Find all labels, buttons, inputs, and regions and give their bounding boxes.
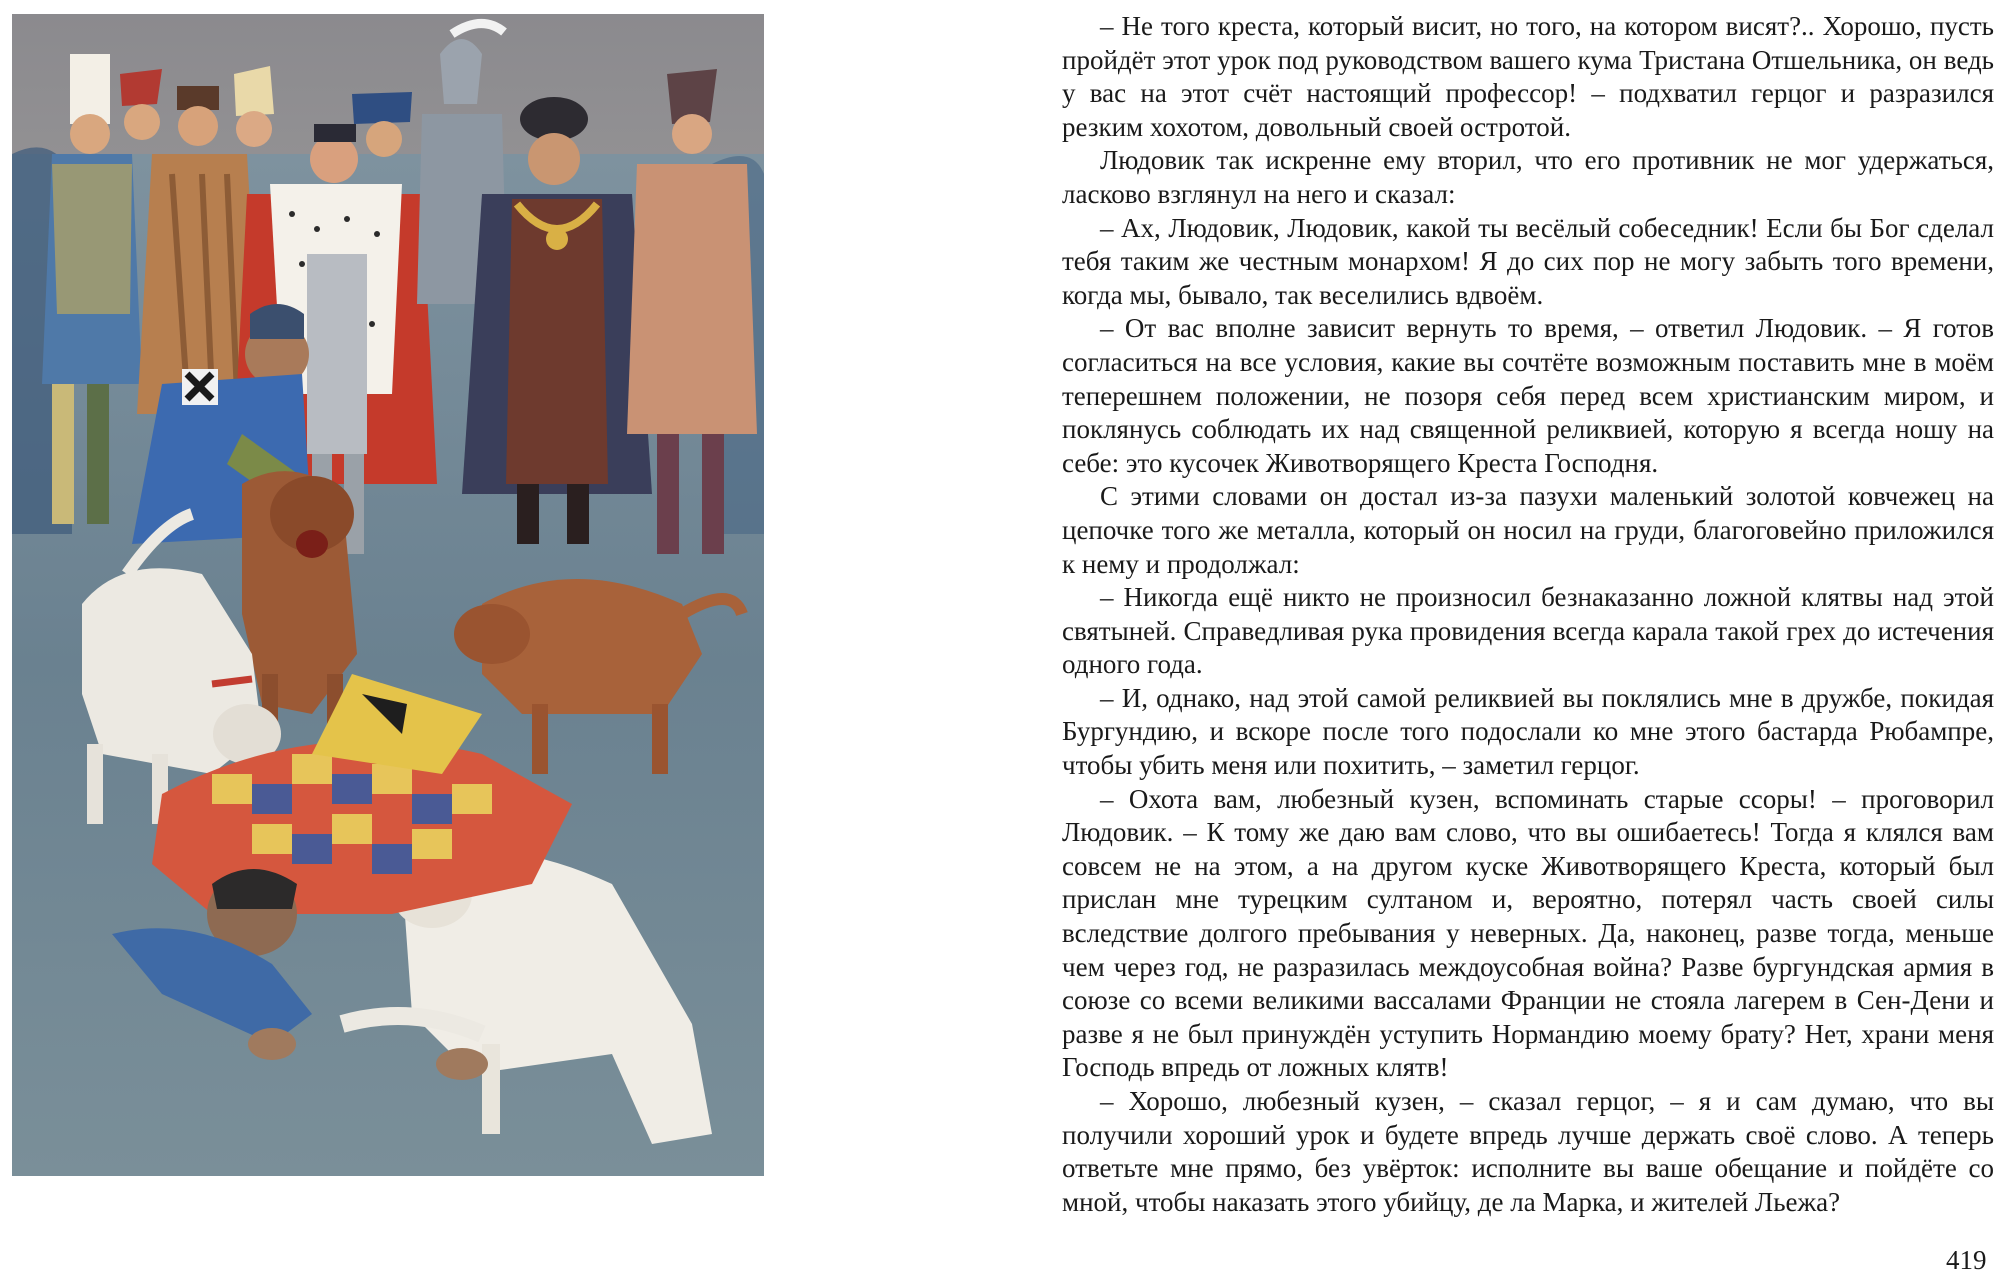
paragraph: С этими словами он достал из-за пазухи маленький золотой ковчежец на цепочке того же металла, который он носил на груди, благоговейно приложился к нему и продолжал: [1062,481,1994,579]
paragraph: – От вас вполне зависит вернуть то время, – ответил Людовик. – Я готов согласиться на все условия, какие вы сочтёте возможным поставить мне в моём теперешнем положении, не позоря себя перед всем христианским миром, и поклянусь соблюдать их над священной реликвией, которую я всегда ношу на себе: это кусочек Животворящего Креста Господня. [1062,313,1994,478]
paragraph: – Охота вам, любезный кузен, вспоминать старые ссоры! – проговорил Людовик. – К тому же даю вам слово, что вы ошибаетесь! Тогда я клялся вам совсем не на этом, а на другом куске Животворящего Креста, который был прислан мне турецким султаном и, вероятно, потерял часть своей силы вследствие долгого пребывания у неверных. Да, наконец, разве тогда, меньше чем через год, не разразилась междоусобная война? Разве бургундская армия в союзе со всеми великими вассалами Франции не стояла лагерем в Сен-Дени и разве я не был принуждён уступить Нормандию моему брату? Нет, храни меня Господь впредь от ложных клятв! [1062,783,1994,1083]
page-number: 419 [1946,1245,1987,1275]
paragraph: – Хорошо, любезный кузен, – сказал герцог, – я и сам думаю, что вы получили хороший урок и будете впредь лучше держать своё слово. А теперь ответьте мне прямо, без увёрток: исполните вы ваше обещание и пойдёте со мной, чтобы наказать этого убийцу, де ла Марка, и жителей Льежа? [1062,1086,1994,1217]
illustration-artwork [12,14,764,1176]
illustration [12,14,764,1176]
paragraph: – Ах, Людовик, Людовик, какой ты весёлый собеседник! Если бы Бог сделал тебя таким же честным монархом! Я до сих пор не могу забыть того времени, когда мы, бывало, так веселились вдвоём. [1062,212,1994,310]
text-column [1062,10,1994,1219]
paragraph: – Не того креста, который висит, но того, на котором висят?.. Хорошо, пусть пройдёт этот урок под руководством вашего кума Тристана Отшельника, он ведь у вас на этот счёт настоящий профессор! – подхватил герцог и разразился резким хохотом, довольный своей остротой. [1062,11,1994,142]
paragraph: – И, однако, над этой самой реликвией вы поклялись мне в дружбе, покидая Бургундию, и вскоре после того подослали ко мне этого бастарда Рюбампре, чтобы убить меня или похитить, – заметил герцог. [1062,682,1994,781]
paragraph: Людовик так искренне ему вторил, что его противник не мог удержаться, ласково взглянул на него и сказал: [1062,145,1994,209]
paragraph: – Никогда ещё никто не произносил безнаказанно ложной клятвы над этой святыней. Справедливая рука провидения всегда карала такой грех до истечения одного года. [1062,582,1994,680]
